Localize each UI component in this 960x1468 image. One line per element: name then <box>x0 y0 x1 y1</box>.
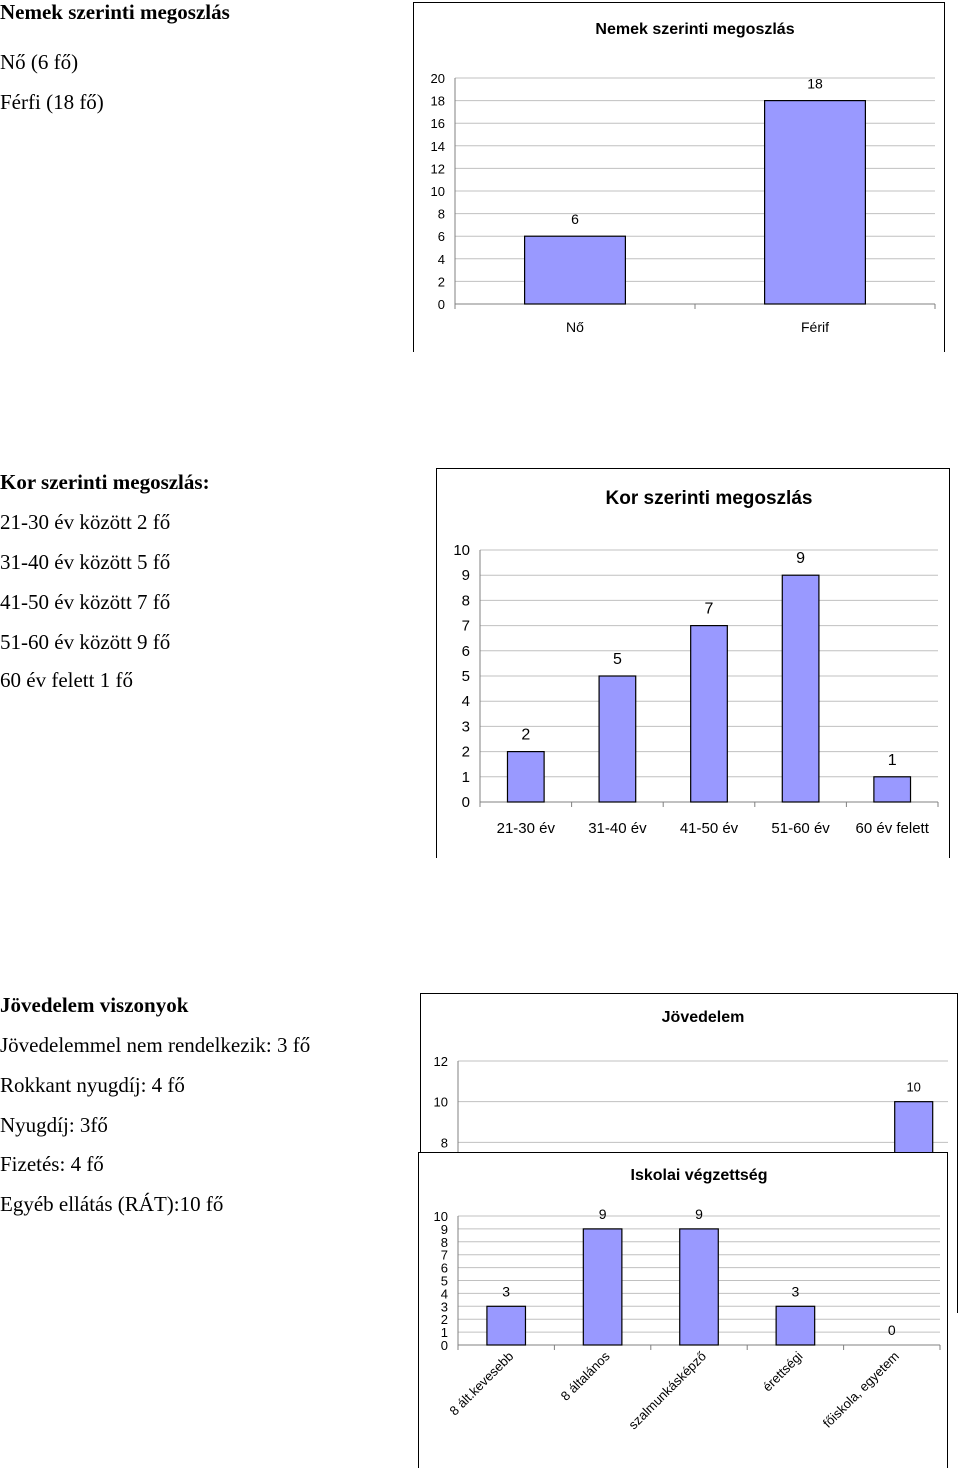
gender-chart-svg <box>413 2 945 352</box>
y-tick-label: 3 <box>440 1299 448 1315</box>
y-tick-label: 4 <box>461 693 470 711</box>
age-line-3: 41-50 év között 7 fő <box>0 590 171 614</box>
data-label: 1 <box>887 751 897 769</box>
data-label: 5 <box>612 651 622 668</box>
y-tick-label: 0 <box>440 1338 448 1353</box>
data-label: 0 <box>887 1322 896 1338</box>
y-tick-label: 8 <box>461 592 470 610</box>
y-tick-label: 14 <box>430 138 445 154</box>
data-label: 18 <box>807 75 823 92</box>
age-line-4: 51-60 év között 9 fő <box>0 630 171 654</box>
education-chart <box>418 1152 948 1468</box>
income-line-2: Rokkant nyugdíj: 4 fő <box>0 1073 185 1097</box>
y-tick-label: 0 <box>461 794 470 811</box>
x-category-label: érettségi <box>759 1348 806 1395</box>
x-category-label: 8 ált.kevesebb <box>446 1348 517 1419</box>
y-tick-label: 5 <box>461 668 470 685</box>
age-line-5: 60 év felett 1 fő <box>0 668 133 692</box>
y-tick-label: 2 <box>461 743 470 761</box>
bar <box>691 626 728 802</box>
bar <box>765 101 866 304</box>
y-tick-label: 6 <box>440 1260 448 1276</box>
y-tick-label: 2 <box>440 1312 448 1328</box>
y-tick-label: 6 <box>437 229 445 245</box>
y-tick-label: 12 <box>433 1054 448 1069</box>
y-tick-label: 10 <box>430 184 445 199</box>
education-chart-svg <box>418 1152 948 1468</box>
bar <box>525 236 626 304</box>
age-line-1: 21-30 év között 2 fő <box>0 510 171 534</box>
x-category-label: 60 év felett <box>855 820 929 837</box>
y-tick-label: 1 <box>461 768 470 786</box>
x-category-label: Nő <box>566 319 584 335</box>
income-heading: Jövedelem viszonyok <box>0 993 189 1017</box>
y-tick-label: 8 <box>440 1234 448 1250</box>
data-label: 9 <box>796 550 806 568</box>
x-category-label: Férif <box>801 319 829 335</box>
age-heading: Kor szerinti megoszlás: <box>0 470 210 494</box>
y-tick-label: 16 <box>430 116 445 132</box>
bar <box>782 575 819 802</box>
data-label: 7 <box>704 600 714 618</box>
bar <box>776 1306 815 1345</box>
y-tick-label: 8 <box>440 1135 448 1151</box>
age-chart-svg <box>436 468 950 858</box>
x-category-label: főiskola, egyetem <box>819 1348 902 1431</box>
y-tick-label: 0 <box>437 297 445 312</box>
y-tick-label: 20 <box>430 71 445 86</box>
gender-chart <box>413 2 945 352</box>
bar <box>487 1306 526 1345</box>
y-tick-label: 18 <box>430 93 445 109</box>
bar <box>507 752 544 802</box>
bar <box>874 777 911 802</box>
y-tick-label: 7 <box>440 1247 448 1263</box>
x-category-label: 21-30 év <box>496 820 555 837</box>
y-tick-label: 6 <box>461 642 470 660</box>
y-tick-label: 2 <box>437 274 445 290</box>
y-tick-label: 4 <box>437 251 445 267</box>
x-category-label: szalmunkásképző <box>625 1348 710 1433</box>
y-tick-label: 5 <box>440 1273 448 1289</box>
bar <box>599 676 636 802</box>
y-tick-label: 4 <box>440 1286 448 1302</box>
age-line-2: 31-40 év között 5 fő <box>0 550 171 574</box>
income-line-4: Fizetés: 4 fő <box>0 1152 104 1176</box>
chart-title: Nemek szerinti megoszlás <box>595 21 795 38</box>
age-chart <box>436 468 950 858</box>
bar <box>680 1229 719 1345</box>
y-tick-label: 8 <box>437 206 445 222</box>
data-label: 10 <box>906 1079 921 1095</box>
chart-title: Iskolai végzettség <box>630 1167 768 1184</box>
gender-line-male: Férfi (18 fő) <box>0 90 104 114</box>
y-tick-label: 10 <box>433 1209 448 1224</box>
data-label: 3 <box>502 1283 511 1300</box>
data-label: 6 <box>571 211 579 228</box>
y-tick-label: 7 <box>461 617 470 635</box>
data-label: 3 <box>791 1283 800 1300</box>
y-tick-label: 9 <box>440 1221 448 1237</box>
x-category-label: 41-50 év <box>679 820 739 837</box>
data-label: 9 <box>598 1205 607 1222</box>
x-category-label: 51-60 év <box>771 820 830 837</box>
y-tick-label: 1 <box>440 1325 448 1341</box>
y-tick-label: 3 <box>461 718 470 736</box>
data-label: 9 <box>695 1205 703 1222</box>
chart-title: Kor szerinti megoszlás <box>605 488 813 509</box>
income-line-3: Nyugdíj: 3fő <box>0 1113 108 1137</box>
y-tick-label: 9 <box>461 567 470 585</box>
chart-title: Jövedelem <box>661 1009 745 1026</box>
gender-line-female: Nő (6 fő) <box>0 50 79 74</box>
x-category-label: 31-40 év <box>588 820 647 837</box>
y-tick-label: 12 <box>430 161 445 177</box>
data-label: 2 <box>521 726 531 744</box>
gender-heading: Nemek szerinti megoszlás <box>0 0 230 24</box>
y-tick-label: 10 <box>433 1094 448 1110</box>
income-line-1: Jövedelemmel nem rendelkezik: 3 fő <box>0 1033 311 1057</box>
income-line-5: Egyéb ellátás (RÁT):10 fő <box>0 1192 224 1216</box>
x-category-label: 8 általános <box>557 1348 613 1404</box>
y-tick-label: 10 <box>453 542 470 559</box>
bar <box>583 1229 622 1345</box>
